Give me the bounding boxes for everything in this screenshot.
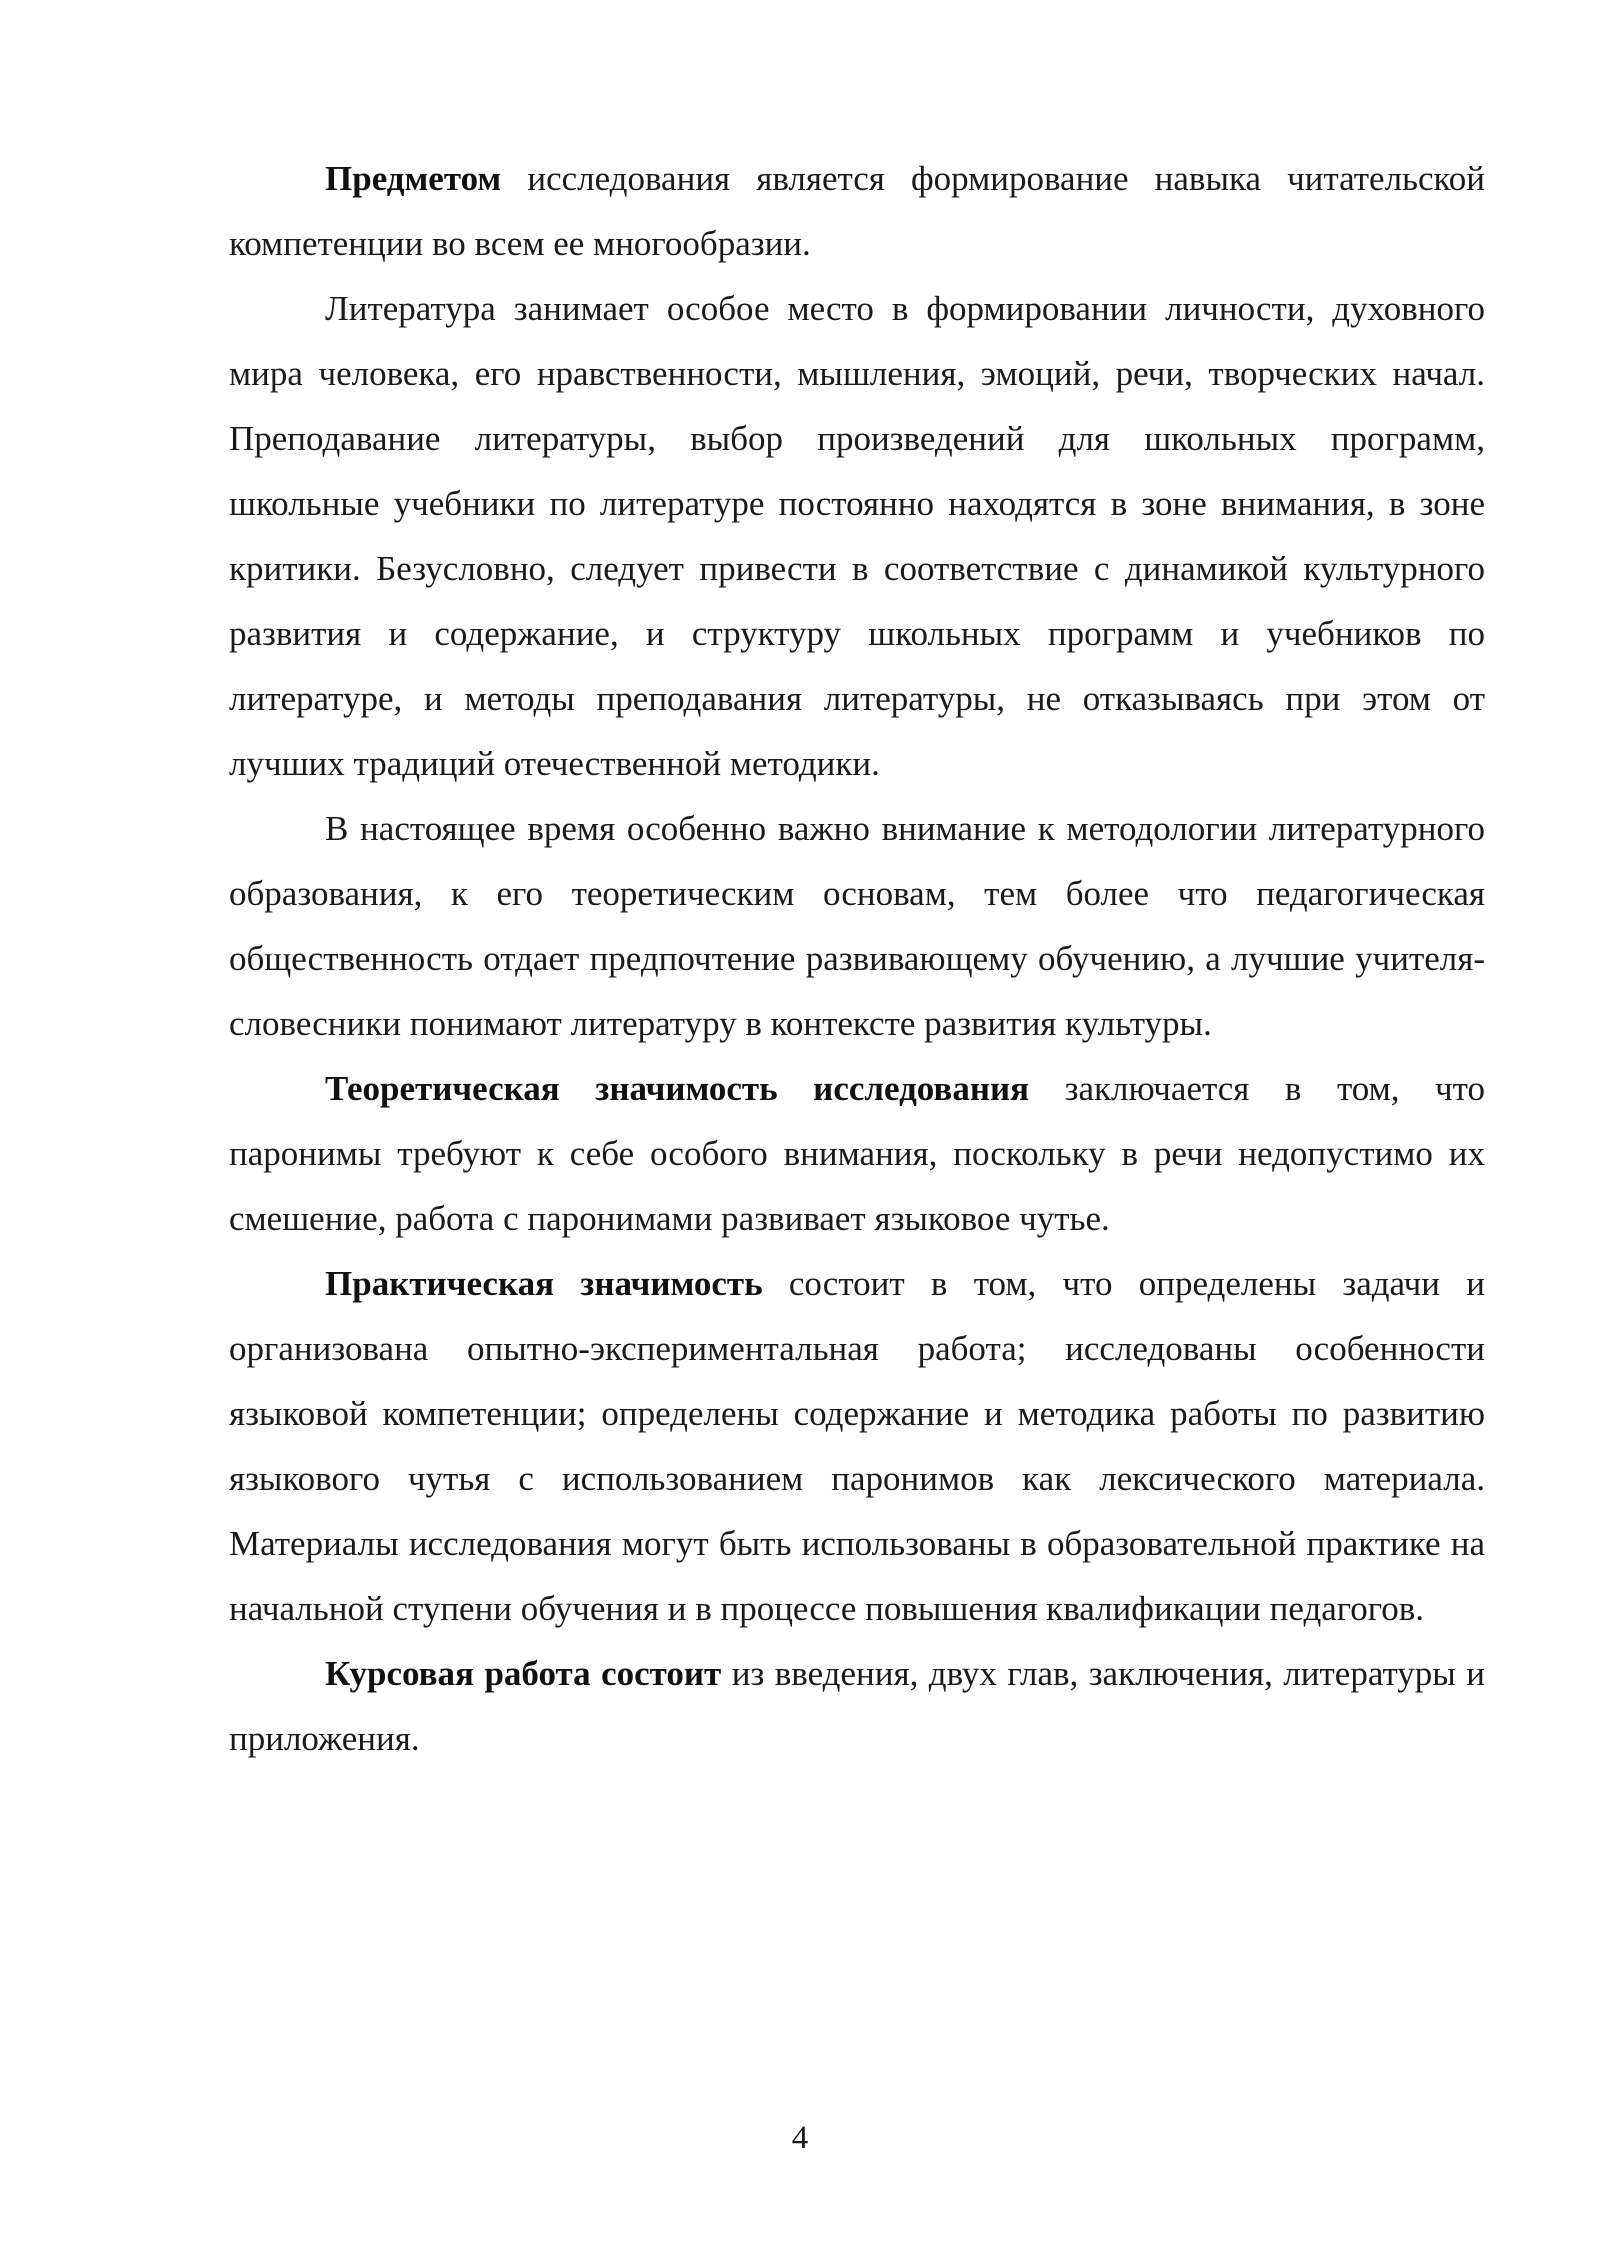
paragraph-subject (229, 146, 1485, 276)
paragraph-theoretical-significance (229, 1056, 1485, 1251)
paragraph-text: исследования является формирование навыка читательской компетенции во всем ее многообразии. (229, 159, 1485, 263)
page-number: 4 (791, 2120, 809, 2156)
paragraph-text: из введения, двух глав, заключения, литературы и приложения. (229, 1654, 1486, 1758)
paragraph-text: В настоящее время особенно важно внимание к методологии литературного образования, к его теоретическим основам, тем более что педагогическая общественность отдает предпочтение развивающему обучению, а лучшие учителя-словесники понимают литературу в контексте развития культуры. (229, 809, 1485, 1043)
paragraph-bold-lead: Практическая значимость (325, 1264, 763, 1303)
paragraph-text: состоит в том, что определены задачи и организована опытно-экспериментальная работа; исследованы особенности языковой компетенции; определены содержание и методика работы по развитию языкового чутья с использованием паронимов как лексического материала. Материалы исследования могут быть использованы в образовательной практике на начальной ступени обучения и в процессе повышения квалификации педагогов. (229, 1264, 1485, 1628)
paragraph-text: заключается в том, что паронимы требуют к себе особого внимания, поскольку в речи недопустимо их смешение, работа с паронимами развивает языковое чутье. (229, 1069, 1485, 1238)
paragraph-bold-lead: Предметом (325, 159, 502, 198)
paragraph-text: Литература занимает особое место в формировании личности, духовного мира человека, его нравственности, мышления, эмоций, речи, творческих начал. Преподавание литературы, выбор произведений для школьных программ, школьные учебники по литературе постоянно находятся в зоне внимания, в зоне критики. Безусловно, следует привести в соответствие с динамикой культурного развития и содержание, и структуру школьных программ и учебников по литературе, и методы преподавания литературы, не отказываясь при этом от лучших традиций отечественной методики. (229, 289, 1485, 783)
document-body (229, 146, 1485, 1771)
paragraph-literature-role (229, 276, 1485, 796)
paragraph-methodology (229, 796, 1485, 1056)
paragraph-bold-lead: Теоретическая значимость исследования (325, 1069, 1030, 1108)
paragraph-practical-significance (229, 1251, 1485, 1641)
paragraph-structure (229, 1641, 1485, 1771)
paragraph-bold-lead: Курсовая работа состоит (325, 1654, 722, 1693)
